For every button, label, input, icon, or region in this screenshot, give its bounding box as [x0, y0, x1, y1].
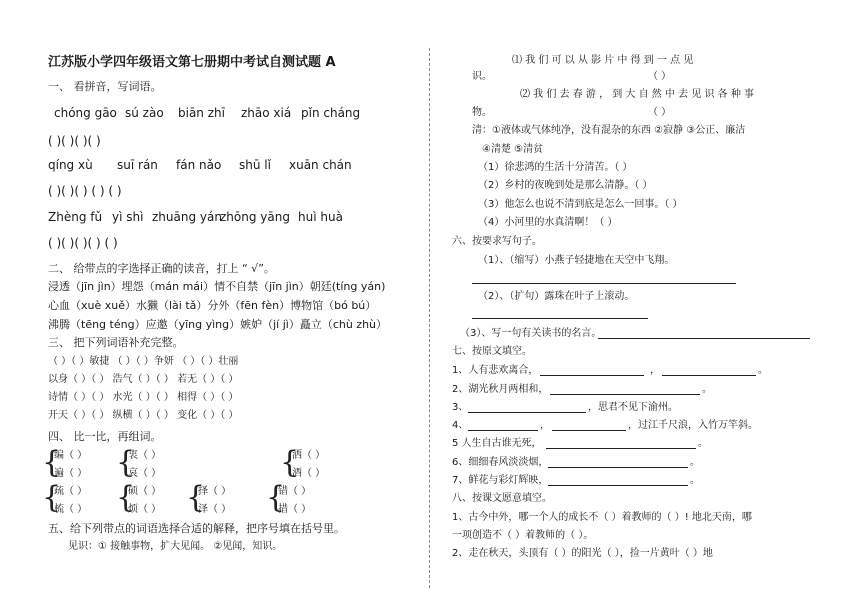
pinyin: yì shì — [112, 210, 144, 224]
question-line: 识。 — [472, 71, 492, 82]
poem-line: 6、细细春风淡淡烟， — [452, 457, 549, 468]
answer-line[interactable] — [472, 318, 648, 319]
question-line: （2）、（扩句）露珠在叶子上滚动。 — [478, 291, 635, 302]
answer-line[interactable] — [468, 430, 538, 431]
question-line: （3）、写一句有关读书的名言。 — [460, 328, 602, 339]
poem-line: 5 人生自古谁无死， — [452, 438, 542, 449]
pinyin: sú zào — [125, 106, 164, 120]
answer-blanks[interactable]: ( )( )( )( ) — [48, 134, 101, 148]
question-line: 物。 — [472, 107, 492, 118]
idiom-line[interactable]: 诗情（ ）（ ） 水光（ ）（ ） 相得（ ）（ ） — [48, 392, 239, 403]
compare-word[interactable]: 错（ ） — [278, 486, 312, 497]
poem-line: ，过江千尺浪，入竹万竿斜。 — [628, 420, 758, 431]
punctuation: 。 — [758, 365, 768, 376]
punctuation: 。 — [690, 457, 700, 468]
pinyin: shū lǐ — [239, 158, 271, 172]
poem-line: ，思君不见下渝州。 — [588, 402, 678, 413]
answer-blanks[interactable]: ( )( )( ) ( ) ( ) — [48, 184, 122, 198]
question-line[interactable]: 一项创造不（ ）着教师的（ ）。 — [452, 530, 594, 541]
compare-word[interactable]: 疏（ ） — [54, 486, 88, 497]
section-7-heading: 七、按原文填空。 — [452, 346, 532, 357]
pinyin: huì huà — [298, 210, 343, 224]
section-5-heading: 五、给下列带点的词语选择合适的解释，把序号填在括号里。 — [48, 522, 345, 535]
answer-line[interactable] — [540, 375, 644, 376]
pinyin: fán nǎo — [176, 158, 222, 172]
answer-line[interactable] — [546, 448, 696, 449]
compare-word[interactable]: 硕（ ） — [128, 486, 162, 497]
question-line: （1）、（缩写）小燕子轻捷地在天空中飞翔。 — [478, 255, 675, 266]
brace-icon: { — [186, 480, 206, 515]
section-8-heading: 八、按课文愿意填空。 — [452, 493, 552, 504]
answer-line[interactable] — [552, 430, 626, 431]
punctuation: ， — [540, 420, 550, 431]
brace-icon: { — [266, 480, 286, 515]
question-line[interactable]: 1、古今中外，哪一个人的成长不（ ）着教师的（ ）! 地北天南，哪 — [452, 512, 752, 523]
column-divider — [429, 48, 430, 588]
compare-word[interactable]: 烦（ ） — [128, 504, 162, 515]
compare-word[interactable]: 酒（ ） — [292, 468, 326, 479]
page-title: 江苏版小学四年级语文第七册期中考试自测试题 A — [48, 55, 336, 70]
brace-icon: { — [42, 445, 62, 480]
answer-blanks[interactable]: ( )( )( )( ) ( ) — [48, 236, 118, 250]
reading-line: 浸透（jīn jìn）埋怨（mán mái）情不自禁（jīn jìn）朝廷(tíng yán) — [48, 280, 386, 293]
pinyin: suī rán — [117, 158, 158, 172]
compare-word[interactable]: 择（ ） — [198, 486, 232, 497]
punctuation: 。 — [690, 475, 700, 486]
punctuation: 。 — [698, 438, 708, 449]
question-line[interactable]: （4）小河里的水真清啊！（ ） — [478, 217, 618, 228]
question-line: ⑵ 我 们 去 春 游 ， 到 大 自 然 中 去 见 识 各 种 事 — [520, 89, 755, 100]
question-line[interactable]: （2）乡村的夜晚到处是那么清静。（ ） — [478, 180, 653, 191]
pinyin: zhōng yāng — [220, 210, 290, 224]
brace-icon: { — [116, 445, 136, 480]
question-line: ⑴ 我 们 可 以 从 影 片 中 得 到 一 点 见 — [512, 55, 694, 66]
brace-icon: { — [42, 480, 62, 515]
poem-line: 2、湖光秋月两相和， — [452, 384, 549, 395]
compare-word[interactable]: 衷（ ） — [128, 450, 162, 461]
pinyin: biān zhī — [178, 106, 225, 120]
pinyin: zhuāng yán — [152, 210, 222, 224]
compare-word[interactable]: 哀（ ） — [128, 468, 162, 479]
section-4-heading: 四、 比一比，再组词。 — [48, 430, 162, 443]
compare-word[interactable]: 泽（ ） — [198, 504, 232, 515]
idiom-line[interactable]: 开天（ ）（ ） 纵横（ ）（ ） 变化（ ）（ ） — [48, 410, 239, 421]
answer-line[interactable] — [472, 283, 736, 284]
poem-line: 3、 — [452, 402, 469, 413]
section-3-heading: 三、 把下列词语补充完整。 — [48, 336, 184, 349]
question-line[interactable]: （1）徐悲鸿的生活十分清苦。（ ） — [478, 162, 633, 173]
pinyin: xuān chán — [289, 158, 352, 172]
poem-line: 1、人有悲欢离合， — [452, 365, 539, 376]
compare-word[interactable]: 遍（ ） — [54, 468, 88, 479]
answer-line[interactable] — [550, 394, 700, 395]
reading-line: 心血（xuè xuě）水獭（lài tǎ）分外（fēn fèn）博物馆（bó bú） — [48, 299, 377, 312]
idiom-line[interactable]: 以身（ ）（ ） 浩气（ ）（ ） 若无（ ）（ ） — [48, 374, 239, 385]
poem-line: 7、鲜花与彩灯辉映， — [452, 475, 549, 486]
pinyin: pǐn cháng — [301, 106, 361, 120]
answer-line[interactable] — [548, 467, 688, 468]
punctuation: ， — [650, 365, 660, 376]
reading-line: 沸腾（tēng téng）应邀（yīng yìng）嫉妒（jí jì）矗立（chù zhù） — [48, 318, 388, 331]
compare-word[interactable]: 措（ ） — [278, 504, 312, 515]
brace-icon: { — [116, 480, 136, 515]
definition-line: 见识：① 接触事物，扩大见闻。 ②见闻，知识。 — [68, 541, 283, 552]
answer-line[interactable] — [548, 485, 688, 486]
definition-line: 清：①液体或气体纯净，没有混杂的东西 ②寂静 ③公正、廉洁 — [472, 125, 746, 136]
question-line[interactable]: （3）他怎么也说不清到底是怎么一回事。（ ） — [478, 199, 683, 210]
answer-blank[interactable]: （ ） — [648, 107, 672, 118]
section-1-heading: 一、 看拼音，写词语。 — [48, 80, 162, 93]
compare-word[interactable]: 编（ ） — [54, 450, 88, 461]
poem-line: 4、 — [452, 420, 469, 431]
compare-word[interactable]: 梳（ ） — [54, 504, 88, 515]
answer-line[interactable] — [468, 412, 586, 413]
answer-line[interactable] — [598, 338, 810, 339]
definition-line: ④清楚 ⑤清贫 — [482, 144, 544, 155]
answer-line[interactable] — [662, 375, 756, 376]
answer-blank[interactable]: （ ） — [648, 71, 672, 82]
compare-word[interactable]: 洒（ ） — [292, 450, 326, 461]
section-6-heading: 六、按要求写句子。 — [452, 236, 542, 247]
pinyin: Zhèng fǔ — [48, 210, 103, 224]
pinyin: qíng xù — [48, 158, 93, 172]
pinyin: chóng gāo — [54, 106, 117, 120]
question-line[interactable]: 2、走在秋天，头顶有（ ）的阳光（ ），捡一片黄叶（ ）地 — [452, 548, 713, 559]
pinyin: zhāo xiá — [241, 106, 292, 120]
brace-icon: { — [280, 445, 300, 480]
punctuation: 。 — [702, 384, 712, 395]
section-2-heading: 二、 给带点的字选择正确的读音，打上 “ √”。 — [48, 262, 275, 275]
idiom-line[interactable]: （ ）（ ）敏捷 （ ）（ ）争妍 （ ）（ ）壮丽 — [48, 356, 239, 367]
